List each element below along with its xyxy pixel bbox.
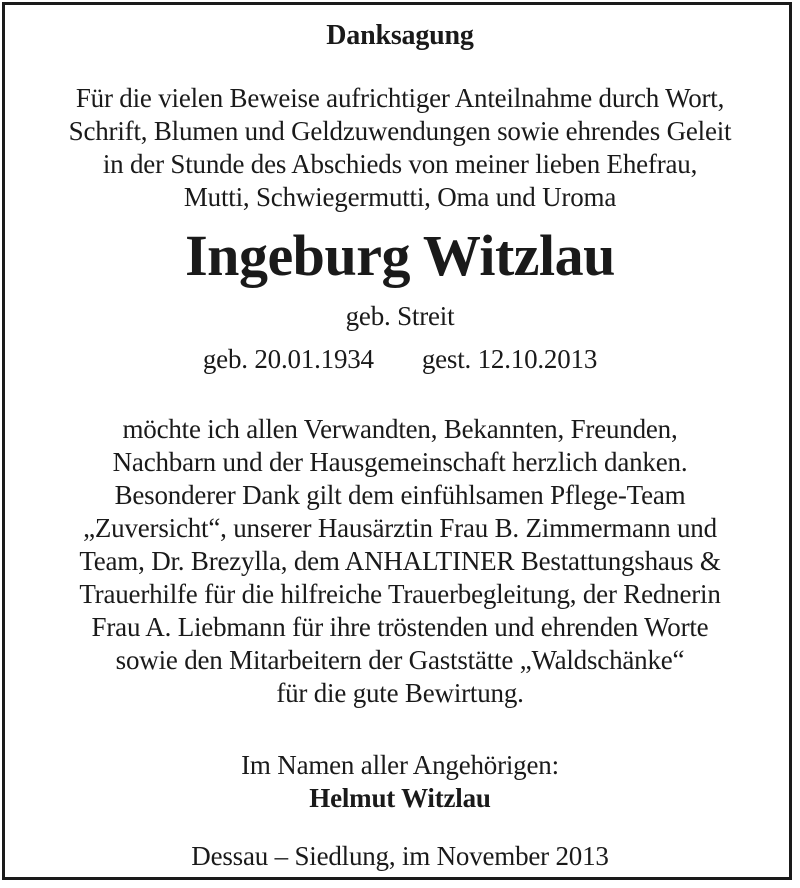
death-date: gest. 12.10.2013	[421, 344, 598, 374]
thanks-line: Frau A. Liebmann für ihre tröstenden und ehrenden Worte	[91, 612, 709, 642]
thanks-line: Nachbarn und der Hausgemeinschaft herzlich danken.	[112, 447, 688, 477]
maiden-name: geb. Streit	[345, 301, 455, 331]
thanks-line: Team, Dr. Brezylla, dem ANHALTINER Bestattungshaus &	[79, 546, 721, 576]
intro-line: Schrift, Blumen und Geldzuwendungen sowie ehrendes Geleit	[68, 116, 732, 146]
thanks-line: Trauerhilfe für die hilfreiche Trauerbegleitung, der Rednerin	[79, 579, 721, 609]
intro-line: Für die vielen Beweise aufrichtiger Anteilnahme durch Wort,	[75, 83, 725, 113]
signatory-name: Helmut Witzlau	[309, 783, 491, 813]
thanks-line: für die gute Bewirtung.	[276, 678, 524, 708]
thanks-line: Besonderer Dank gilt dem einfühlsamen Pflege-Team	[114, 480, 686, 510]
on-behalf-text: Im Namen aller Angehörigen:	[241, 750, 559, 780]
notice-heading: Danksagung	[326, 20, 474, 51]
thanks-line: „Zuversicht“, unserer Hausärztin Frau B. Zimmermann und	[83, 513, 717, 543]
place-date: Dessau – Siedlung, im November 2013	[191, 841, 609, 871]
intro-line: in der Stunde des Abschieds von meiner lieben Ehefrau,	[102, 149, 698, 179]
birth-date: geb. 20.01.1934	[202, 344, 374, 374]
deceased-name: Ingeburg Witzlau	[185, 223, 615, 288]
intro-line: Mutti, Schwiegermutti, Oma und Uroma	[183, 182, 617, 212]
thanks-line: möchte ich allen Verwandten, Bekannten, Freunden,	[122, 414, 678, 444]
life-dates	[0, 343, 800, 375]
thanks-line: sowie den Mitarbeitern der Gaststätte „Waldschänke“	[115, 645, 685, 675]
